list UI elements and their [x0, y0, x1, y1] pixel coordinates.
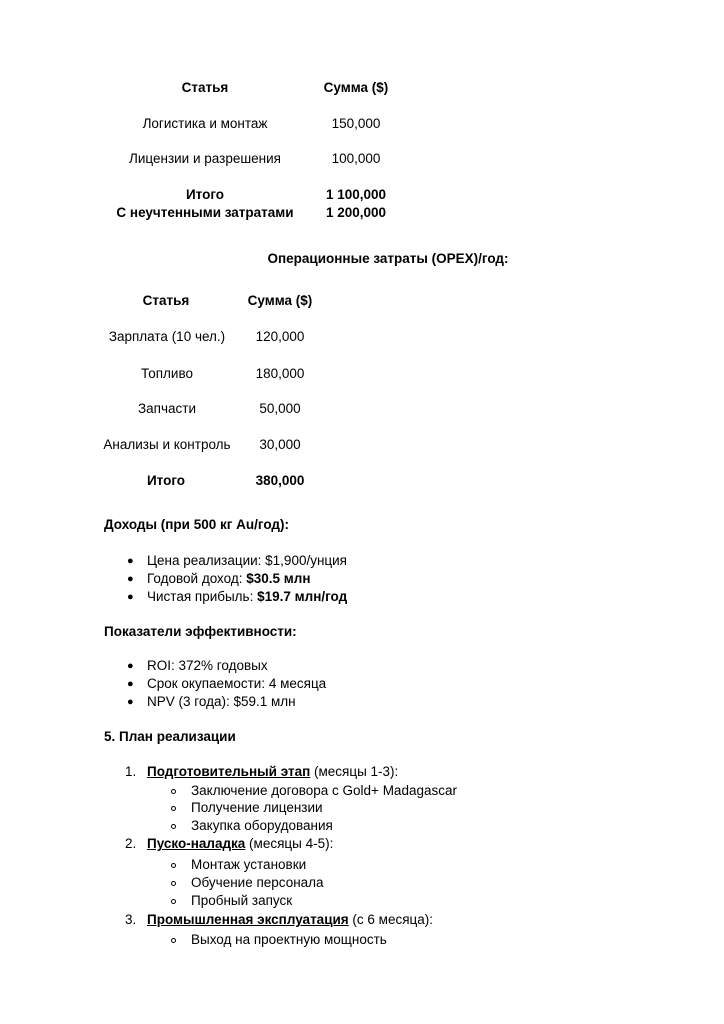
stage-subitem: Получение лицензии	[191, 800, 323, 815]
stage-subitem: Обучение персонала	[191, 875, 324, 890]
stage-number: 2.	[125, 836, 137, 851]
stage-subitem: Выход на проектную мощность	[191, 932, 387, 947]
bullet-icon: ●	[127, 555, 134, 567]
circle-bullet-icon	[171, 824, 176, 829]
stage-number: 3.	[125, 912, 137, 927]
stage-number: 1.	[125, 764, 137, 779]
circle-bullet-icon	[171, 899, 176, 904]
opex-row-item: Зарплата (10 чел.)	[108, 329, 226, 344]
stage-subitem: Пробный запуск	[191, 893, 293, 908]
capex-contingency-amount: 1 200,000	[325, 205, 387, 220]
opex-row-item: Топливо	[141, 366, 193, 381]
efficiency-item: Срок окупаемости: 4 месяца	[147, 676, 327, 691]
bullet-icon: ●	[127, 591, 134, 603]
opex-row-amount: 120,000	[255, 329, 305, 344]
plan-heading: 5. План реализации	[104, 729, 236, 744]
bullet-icon: ●	[127, 696, 134, 708]
stage-title: Промышленная эксплуатация (с 6 месяца):	[147, 912, 434, 927]
circle-bullet-icon	[171, 938, 176, 943]
income-item: Чистая прибыль: $19.7 млн/год	[147, 589, 348, 604]
capex-row-item: Логистика и монтаж	[142, 116, 268, 131]
opex-row-item: Запчасти	[138, 401, 196, 416]
capex-header-item: Статья	[181, 80, 229, 95]
stage-title: Пуско-наладка (месяцы 4-5):	[147, 836, 334, 851]
bullet-icon: ●	[127, 678, 134, 690]
capex-header-amount: Сумма ($)	[323, 80, 389, 95]
opex-total-label: Итого	[146, 473, 186, 488]
circle-bullet-icon	[171, 789, 176, 794]
opex-row-amount: 180,000	[255, 366, 305, 381]
circle-bullet-icon	[171, 881, 176, 886]
income-item: Цена реализации: $1,900/унция	[147, 553, 347, 568]
stage-subitem: Монтаж установки	[191, 857, 307, 872]
capex-row-item: Лицензии и разрешения	[129, 151, 281, 166]
bullet-icon: ●	[127, 660, 134, 672]
efficiency-item: ROI: 372% годовых	[147, 658, 268, 673]
efficiency-heading: Показатели эффективности:	[104, 624, 297, 639]
circle-bullet-icon	[171, 863, 176, 868]
capex-contingency-label: С неучтенными затратами	[116, 205, 294, 220]
capex-total-amount: 1 100,000	[325, 187, 387, 202]
opex-total-amount: 380,000	[255, 473, 305, 488]
bullet-icon: ●	[127, 573, 134, 585]
opex-title: Операционные затраты (OPEX)/год:	[267, 251, 509, 266]
efficiency-item: NPV (3 года): $59.1 млн	[147, 694, 296, 709]
stage-subitem: Заключение договора с Gold+ Madagascar	[191, 783, 457, 798]
capex-row-amount: 150,000	[331, 116, 381, 131]
circle-bullet-icon	[171, 806, 176, 811]
stage-subitem: Закупка оборудования	[191, 818, 333, 833]
opex-row-amount: 50,000	[259, 401, 301, 416]
stage-title: Подготовительный этап (месяцы 1-3):	[147, 764, 399, 779]
opex-row-item: Анализы и контроль	[103, 437, 231, 452]
opex-header-amount: Сумма ($)	[247, 293, 313, 308]
opex-row-amount: 30,000	[259, 437, 301, 452]
capex-total-label: Итого	[185, 187, 225, 202]
opex-header-item: Статья	[142, 293, 190, 308]
income-heading: Доходы (при 500 кг Au/год):	[104, 517, 289, 532]
income-item: Годовой доход: $30.5 млн	[147, 571, 311, 586]
capex-row-amount: 100,000	[331, 151, 381, 166]
